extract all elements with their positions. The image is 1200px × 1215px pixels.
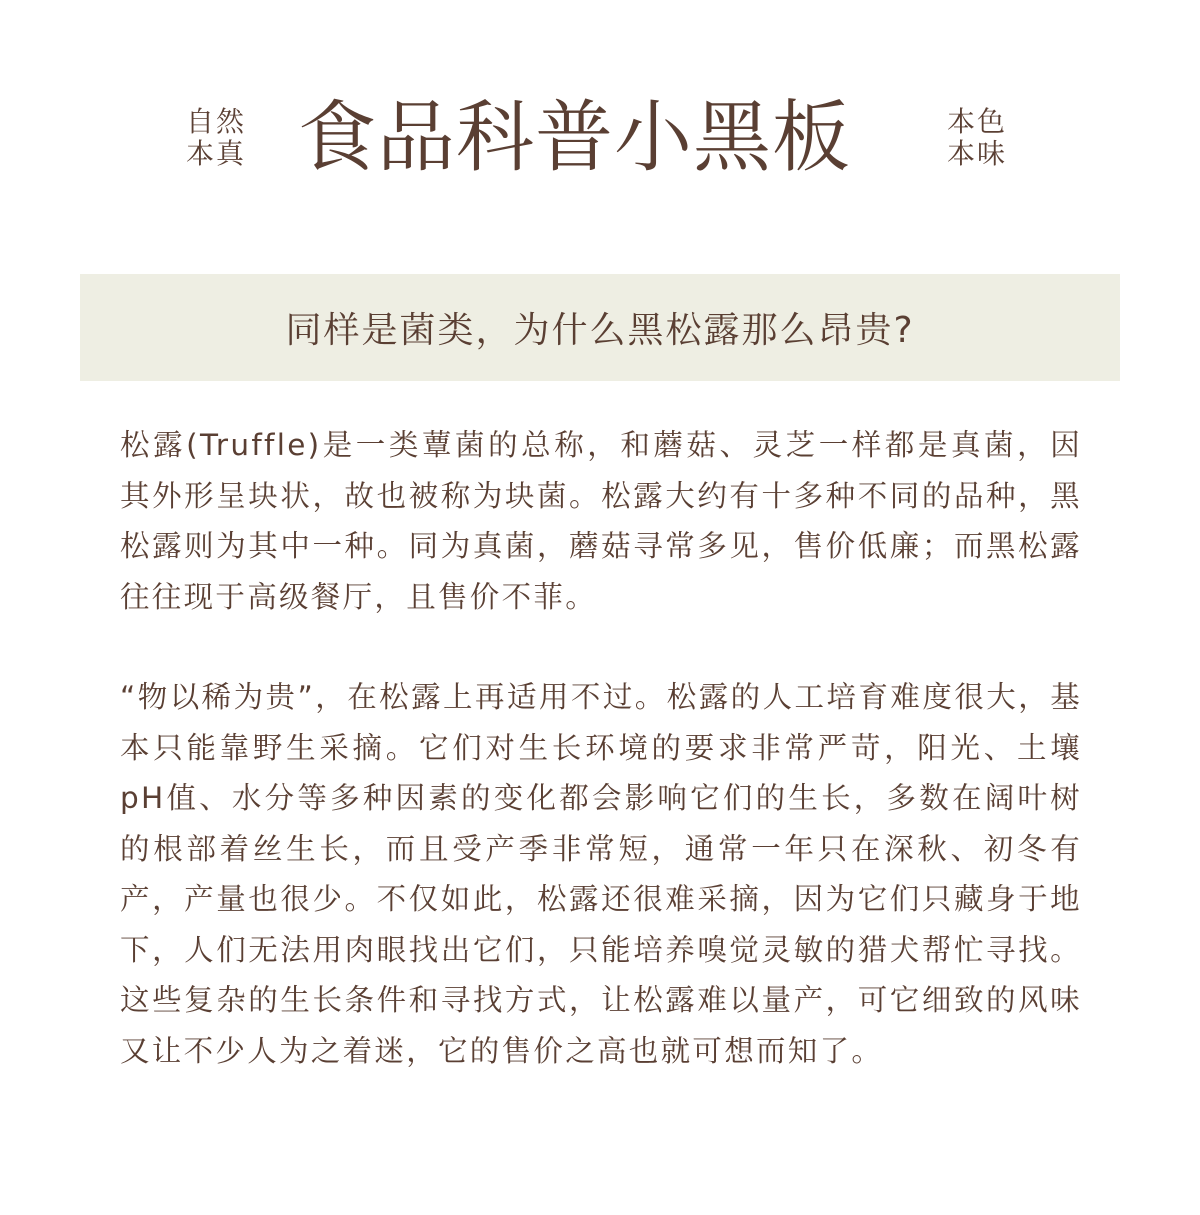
right-tagline bbox=[947, 106, 1007, 170]
left-tagline-line-2: 本真 bbox=[186, 137, 247, 170]
question-banner bbox=[80, 274, 1120, 381]
page-title: 食品科普小黑板 bbox=[298, 93, 852, 183]
article-body bbox=[120, 420, 1082, 1076]
left-tagline-line-1: 自然 bbox=[186, 105, 247, 138]
question-title: 同样是菌类，为什么黑松露那么昂贵? bbox=[285, 310, 915, 351]
right-tagline-line-2: 本味 bbox=[947, 137, 1008, 170]
paragraph-1: 松露(Truffle)是一类蕈菌的总称，和蘑菇、灵芝一样都是真菌，因其外形呈块状，故也被称为块菌。松露大约有十多种不同的品种，黑松露则为其中一种。同为真菌，蘑菇寻常多见，售价低廉；而黑松露往往现于高级餐厅，且售价不菲。 bbox=[120, 428, 1082, 614]
right-tagline-line-1: 本色 bbox=[947, 105, 1008, 138]
paragraph-2: “物以稀为贵”，在松露上再适用不过。松露的人工培育难度很大，基本只能靠野生采摘。它们对生长环境的要求非常严苛，阳光、土壤pH值、水分等多种因素的变化都会影响它们的生长，多数在阔叶树的根部着丝生长，而且受产季非常短，通常一年只在深秋、初冬有产，产量也很少。不仅如此，松露还很难采摘，因为它们只藏身于地下，人们无法用肉眼找出它们，只能培养嗅觉灵敏的猎犬帮忙寻找。这些复杂的生长条件和寻找方式，让松露难以量产，可它细致的风味又让不少人为之着迷，它的售价之高也就可想而知了。 bbox=[120, 680, 1082, 1068]
page-header bbox=[0, 80, 1200, 200]
left-tagline bbox=[186, 106, 246, 170]
